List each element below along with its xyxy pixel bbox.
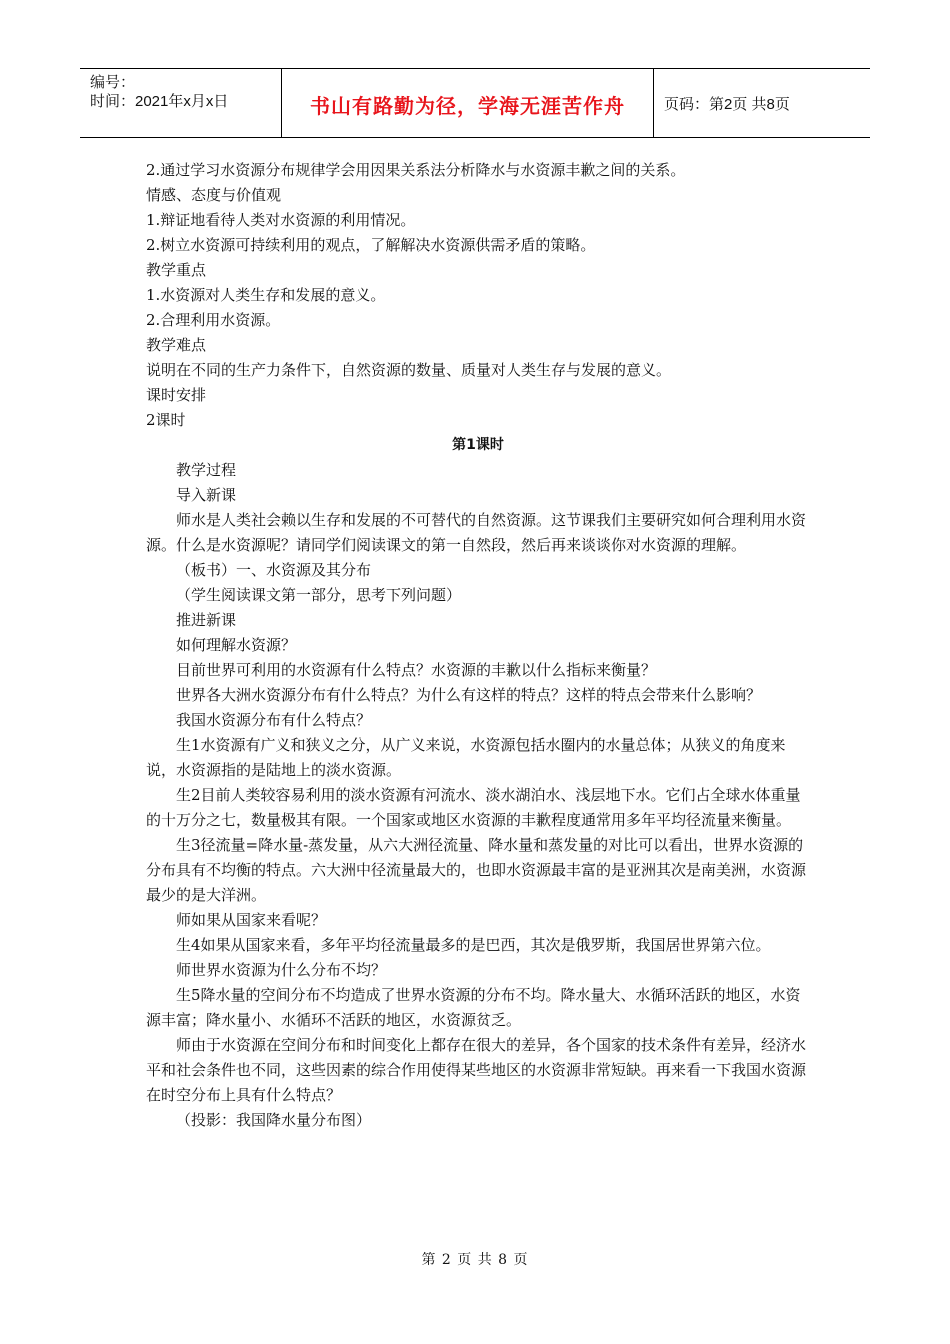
paragraph: 2课时 (146, 411, 186, 429)
header-meta (80, 69, 282, 137)
paragraph: 1.水资源对人类生存和发展的意义。 (146, 286, 386, 304)
paragraph: 说明在不同的生产力条件下，自然资源的数量、质量对人类生存与发展的意义。 (146, 361, 672, 379)
page-header (80, 68, 870, 138)
section-heading: 教学重点 (146, 261, 207, 279)
paragraph: 生5降水量的空间分布不均造成了世界水资源的分布不均。降水量大、水循环活跃的地区，水资源丰富；降水量小、水循环不活跃的地区，水资源贫乏。 (146, 986, 801, 1029)
section-heading: 教学难点 (146, 336, 207, 354)
question: 如何理解水资源？ (176, 636, 297, 654)
paragraph: 师水是人类社会赖以生存和发展的不可替代的自然资源。这节课我们主要研究如何合理利用水资源。什么是水资源呢？请同学们阅读课文的第一自然段，然后再来谈谈你对水资源的理解。 (146, 511, 807, 554)
section-heading: 教学过程 (176, 461, 237, 479)
paragraph: 2.通过学习水资源分布规律学会用因果关系法分析降水与水资源丰歉之间的关系。 (146, 161, 686, 179)
section-heading: 课时安排 (146, 386, 207, 404)
paragraph: 1.辩证地看待人类对水资源的利用情况。 (146, 211, 416, 229)
paragraph: （学生阅读课文第一部分，思考下列问题） (176, 586, 462, 604)
document-body (146, 158, 810, 1133)
paragraph: 生2目前人类较容易利用的淡水资源有河流水、淡水湖泊水、浅层地下水。它们占全球水体重量的十万分之七，数量极其有限。一个国家或地区水资源的丰歉程度通常用多年平均径流量来衡量。 (146, 786, 801, 829)
lesson-title: 第1课时 (452, 437, 504, 453)
header-page-label: 页码：第2页 共8页 (664, 95, 790, 113)
section-heading: 情感、态度与价值观 (146, 186, 282, 204)
paragraph: （投影：我国降水量分布图） (176, 1111, 372, 1129)
paragraph: 2.合理利用水资源。 (146, 311, 281, 329)
page-footer: 第 2 页 共 8 页 (421, 1252, 529, 1268)
paragraph: 2.树立水资源可持续利用的观点，了解解决水资源供需矛盾的策略。 (146, 236, 596, 254)
paragraph: （板书）一、水资源及其分布 (176, 561, 372, 579)
section-heading: 推进新课 (176, 611, 237, 629)
question: 目前世界可利用的水资源有什么特点？水资源的丰歉以什么指标来衡量？ (176, 661, 657, 679)
paragraph: 生3径流量=降水量-蒸发量，从六大洲径流量、降水量和蒸发量的对比可以看出，世界水资源的分布具有不均衡的特点。六大洲中径流量最大的，也即水资源最丰富的是亚洲其次是南美洲，水资源最少的是大洋洲。 (146, 836, 807, 904)
section-heading: 导入新课 (176, 486, 237, 504)
paragraph: 师如果从国家来看呢？ (176, 911, 327, 929)
question: 世界各大洲水资源分布有什么特点？为什么有这样的特点？这样的特点会带来什么影响？ (176, 686, 762, 704)
header-motto: 书山有路勤为径，学海无涯苦作舟 (282, 69, 654, 137)
paragraph: 生4如果从国家来看，多年平均径流量最多的是巴西，其次是俄罗斯，我国居世界第六位。 (176, 936, 771, 954)
paragraph: 师世界水资源为什么分布不均？ (176, 961, 387, 979)
date-label: 时间：2021年x月x日 (90, 93, 229, 110)
paragraph: 师由于水资源在空间分布和时间变化上都存在很大的差异，各个国家的技术条件有差异，经济水平和社会条件也不同，这些因素的综合作用使得某些地区的水资源非常短缺。再来看一下我国水资源在时空分布上具有什么特点？ (146, 1036, 807, 1104)
paragraph: 生1水资源有广义和狭义之分，从广义来说，水资源包括水圈内的水量总体；从狭义的角度来说，水资源指的是陆地上的淡水资源。 (146, 736, 786, 779)
question: 我国水资源分布有什么特点？ (176, 711, 372, 729)
number-label: 编号： (90, 74, 136, 91)
